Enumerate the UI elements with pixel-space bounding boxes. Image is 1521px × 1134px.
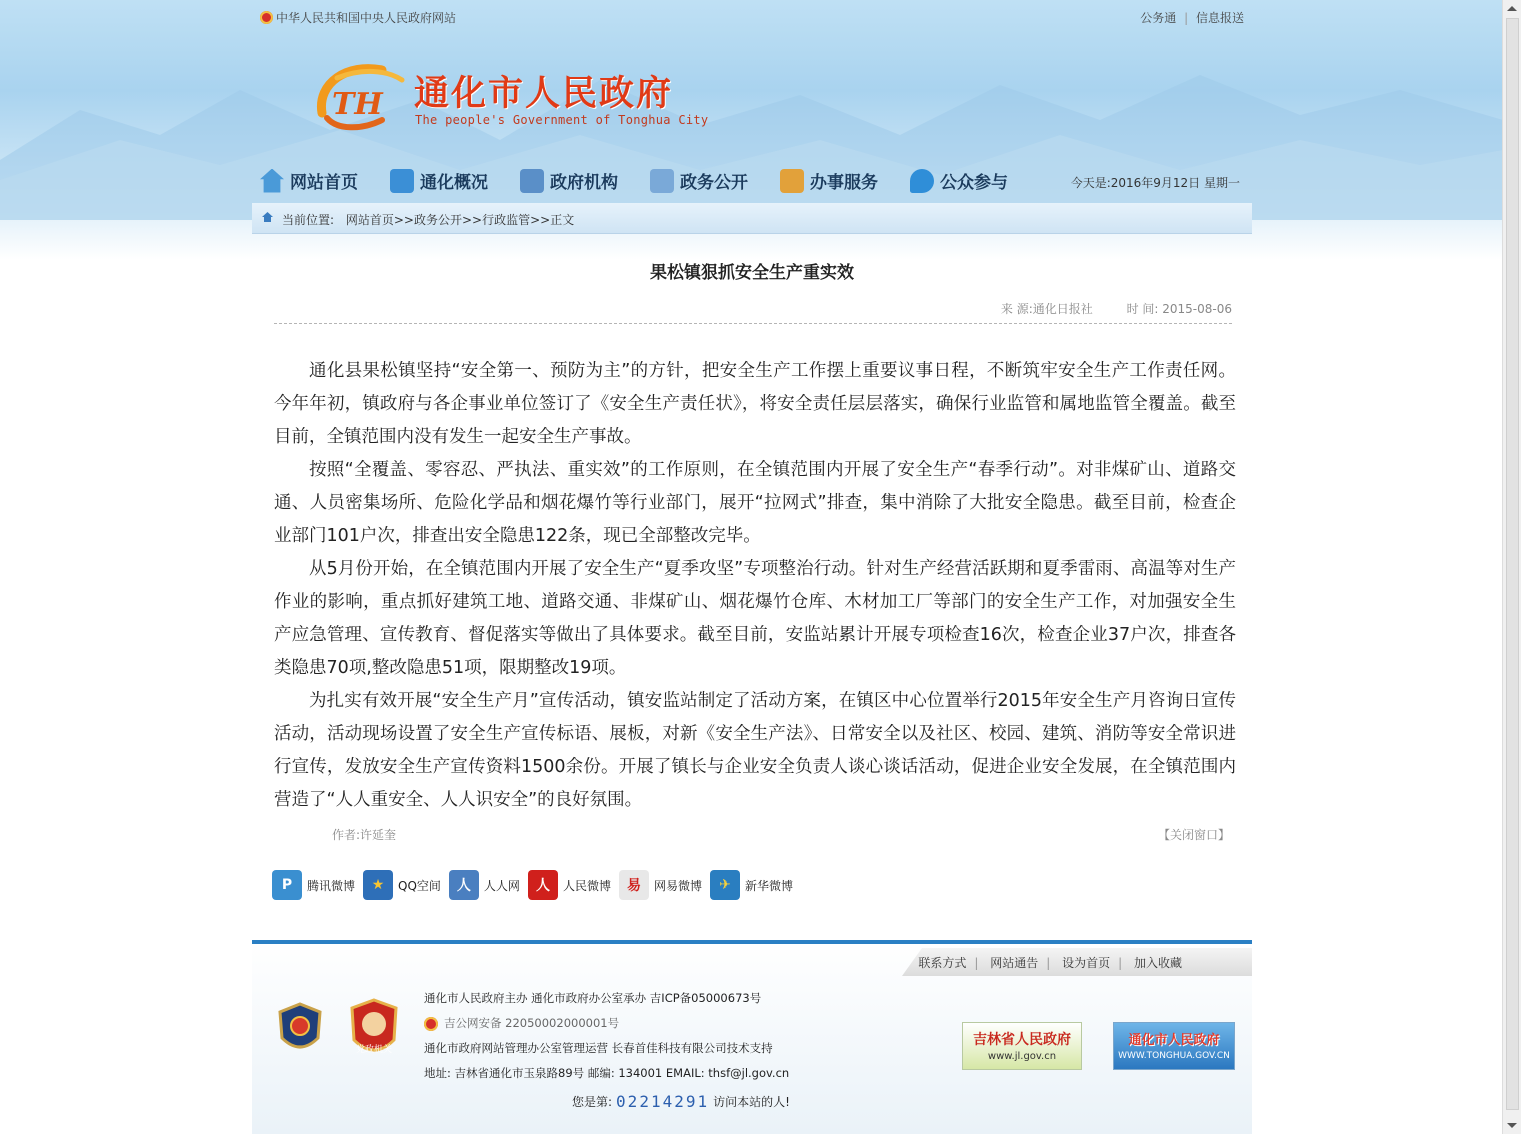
footer-address: 地址: 吉林省通化市玉泉路89号 邮编: 134001 EMAIL: thsf@jl.gov.cn — [424, 1066, 790, 1080]
scroll-down-arrow-icon[interactable] — [1507, 1123, 1517, 1128]
breadcrumb-path[interactable]: 网站首页>>政务公开>>行政监管>>正文 — [345, 213, 575, 227]
share-label: 腾讯微博 — [307, 878, 356, 893]
visitor-count: 02214291 — [616, 1092, 710, 1111]
divider — [274, 323, 1232, 324]
article-paragraph: 按照“全覆盖、零容忍、严执法、重实效”的工作原则，在全镇范围内开展了安全生产“春季行动”。对非煤矿山、道路交通、人员密集场所、危险化学品和烟花爆竹等行业部门，展开“拉网式”排查，集中消除了大批安全隐患。截至目前，检查企业部门101户次，排查出安全隐患122条，现已全部整改完毕。 — [274, 460, 1236, 546]
renren-icon: 人 — [449, 870, 479, 900]
party-gov-badge-text: 党政机关 — [355, 1045, 392, 1055]
site-logo[interactable] — [302, 58, 722, 138]
document-icon — [650, 169, 674, 193]
site-title: 通化市人民政府 — [414, 73, 674, 114]
service-icon — [780, 169, 804, 193]
home-small-icon — [262, 212, 273, 222]
article-paragraph: 为扎实有效开展“安全生产月”宣传活动，镇安监站制定了活动方案，在镇区中心位置举行2015年安全生产月咨询日宣传活动，活动现场设置了安全生产宣传标语、展板，对新《安全生产法》、日常安全以及社区、校园、建筑、消防等安全常识进行宣传，发放安全生产宣传资料1500余份。开展了镇长与企业安全负责人谈心谈话活动，促进企业安全发展，在全镇范围内营造了“人人重安全、人人识安全”的良好氛围。 — [274, 691, 1236, 810]
nav-overview-label: 通化概况 — [420, 173, 488, 193]
police-badge-icon[interactable] — [276, 1002, 324, 1058]
article-paragraph: 从5月份开始，在全镇范围内开展了安全生产“夏季攻坚”专项整治行动。针对生产经营活跃期和夏季雷雨、高温等对生产作业的影响，重点抓好建筑工地、道路交通、非煤矿山、烟花爆竹仓库、木材加工厂等部门的安全生产工作，对加强安全生产应急管理、宣传教育、督促落实等做出了具体要求。截至目前，安监站累计开展专项检查16次，检查企业37户次，排查各类隐患70项,整改隐患51项，限期整改19项。 — [274, 559, 1236, 678]
footer — [252, 940, 1252, 1134]
share-label: 人人网 — [483, 878, 520, 893]
footer-police-record[interactable] — [424, 1011, 789, 1036]
article-source: 来 源:通化日报社 — [1000, 302, 1093, 316]
footer-operator: 通化市政府网站管理办公室管理运营 长春首佳科技有限公司技术支持 — [424, 1041, 773, 1055]
nav-gov-affairs-label: 政务公开 — [680, 173, 748, 193]
footer-links: 联系方式 | 网站通告 | 设为首页 | 加入收藏 — [918, 956, 1182, 970]
footer-sponsor: 通化市人民政府主办 通化市政府办公室承办 吉ICP备05000673号 — [424, 991, 762, 1005]
close-window-link[interactable]: 【关闭窗口】 — [1157, 828, 1230, 842]
nav-public[interactable] — [910, 168, 1008, 193]
nav-agencies[interactable] — [520, 168, 618, 193]
share-label: 人民微博 — [562, 878, 611, 893]
jilin-gov-url: www.jl.gov.cn — [987, 1051, 1057, 1062]
chat-icon — [910, 169, 934, 193]
central-gov-link-label: 中华人民共和国中央人民政府网站 — [276, 11, 457, 25]
share-people-weibo[interactable] — [528, 870, 611, 900]
share-label: 新华微博 — [744, 878, 793, 893]
breadcrumb-prefix: 当前位置: — [282, 213, 335, 227]
visitor-suffix: 访问本站的人! — [713, 1095, 790, 1109]
tonghua-gov-title: 通化市人民政府 — [1128, 1033, 1220, 1048]
top-bar — [252, 0, 1252, 34]
nav-agencies-label: 政府机构 — [550, 173, 618, 193]
home-icon — [260, 169, 284, 193]
nav-overview[interactable] — [390, 168, 488, 193]
article-time: 时 间: 2015-08-06 — [1126, 302, 1232, 316]
agency-icon — [520, 169, 544, 193]
top-right-links — [1138, 9, 1246, 26]
link-info-report[interactable]: 信息报送 — [1195, 11, 1244, 25]
footer-link-set-home[interactable]: 设为首页 — [1062, 956, 1111, 970]
tencent-weibo-icon: P — [272, 870, 302, 900]
share-qzone[interactable] — [363, 870, 441, 900]
nav-home-label: 网站首页 — [290, 173, 358, 193]
nav-services-label: 办事服务 — [810, 173, 878, 193]
footer-link-favorite[interactable]: 加入收藏 — [1133, 956, 1182, 970]
share-renren[interactable] — [449, 870, 520, 900]
share-netease-weibo[interactable] — [619, 870, 702, 900]
vertical-scrollbar[interactable] — [1502, 0, 1521, 1134]
qzone-icon: ★ — [363, 870, 393, 900]
netease-weibo-icon: 易 — [619, 870, 649, 900]
article-body — [274, 355, 1236, 817]
party-gov-badge[interactable] — [348, 998, 400, 1062]
jilin-gov-title: 吉林省人民政府 — [973, 1032, 1071, 1048]
article-title: 果松镇狠抓安全生产重实效 — [650, 263, 854, 283]
main-nav — [252, 160, 1252, 202]
footer-link-contact[interactable]: 联系方式 — [918, 956, 967, 970]
breadcrumb — [252, 203, 1252, 234]
svg-text:TH: TH — [332, 87, 383, 122]
separator: | — [1184, 11, 1189, 25]
nav-gov-affairs[interactable] — [650, 168, 748, 193]
nav-services[interactable] — [780, 168, 878, 193]
tonghua-gov-url: WWW.TONGHUA.GOV.CN — [1118, 1051, 1230, 1061]
site-subtitle: The people's Government of Tonghua City — [415, 113, 709, 127]
current-date: 今天是:2016年9月12日 星期一 — [1070, 176, 1240, 190]
jilin-gov-banner[interactable] — [962, 1022, 1082, 1070]
article-meta — [971, 300, 1232, 317]
scroll-up-arrow-icon[interactable] — [1507, 6, 1517, 11]
th-logo-mark-icon — [302, 58, 412, 138]
footer-police-record-text: 吉公网安备 22050002000001号 — [444, 1016, 620, 1030]
share-tencent-weibo[interactable] — [272, 870, 355, 900]
article-author: 作者:许延奎 — [332, 828, 397, 842]
scrollbar-thumb[interactable] — [1506, 18, 1519, 1110]
national-emblem-icon — [260, 11, 273, 24]
nav-public-label: 公众参与 — [940, 173, 1008, 193]
footer-info — [424, 986, 789, 1086]
share-xinhua-weibo[interactable] — [710, 870, 793, 900]
visitor-prefix: 您是第: — [572, 1095, 613, 1109]
central-gov-link[interactable] — [260, 9, 456, 26]
footer-top-bar — [252, 940, 1252, 944]
breadcrumb-text — [282, 211, 574, 228]
nav-home[interactable] — [260, 168, 358, 193]
people-weibo-icon: 人 — [528, 870, 558, 900]
visitor-counter — [572, 1092, 790, 1111]
share-label: QQ空间 — [398, 878, 441, 893]
share-label: 网易微博 — [653, 878, 702, 893]
share-bar — [272, 868, 801, 902]
article-paragraph: 通化县果松镇坚持“安全第一、预防为主”的方针，把安全生产工作摆上重要议事日程，不断筑牢安全生产工作责任网。今年年初，镇政府与各企事业单位签订了《安全生产责任状》，将安全责任层层落实，确保行业监管和属地监管全覆盖。截至目前，全镇范围内没有发生一起安全生产事故。 — [274, 361, 1236, 447]
footer-link-notice[interactable]: 网站通告 — [990, 956, 1039, 970]
link-gongwutong[interactable]: 公务通 — [1140, 11, 1177, 25]
overview-icon — [390, 169, 414, 193]
tonghua-gov-banner[interactable] — [1113, 1022, 1235, 1070]
police-record-icon — [424, 1017, 438, 1031]
xinhua-weibo-icon: ✈ — [710, 870, 740, 900]
